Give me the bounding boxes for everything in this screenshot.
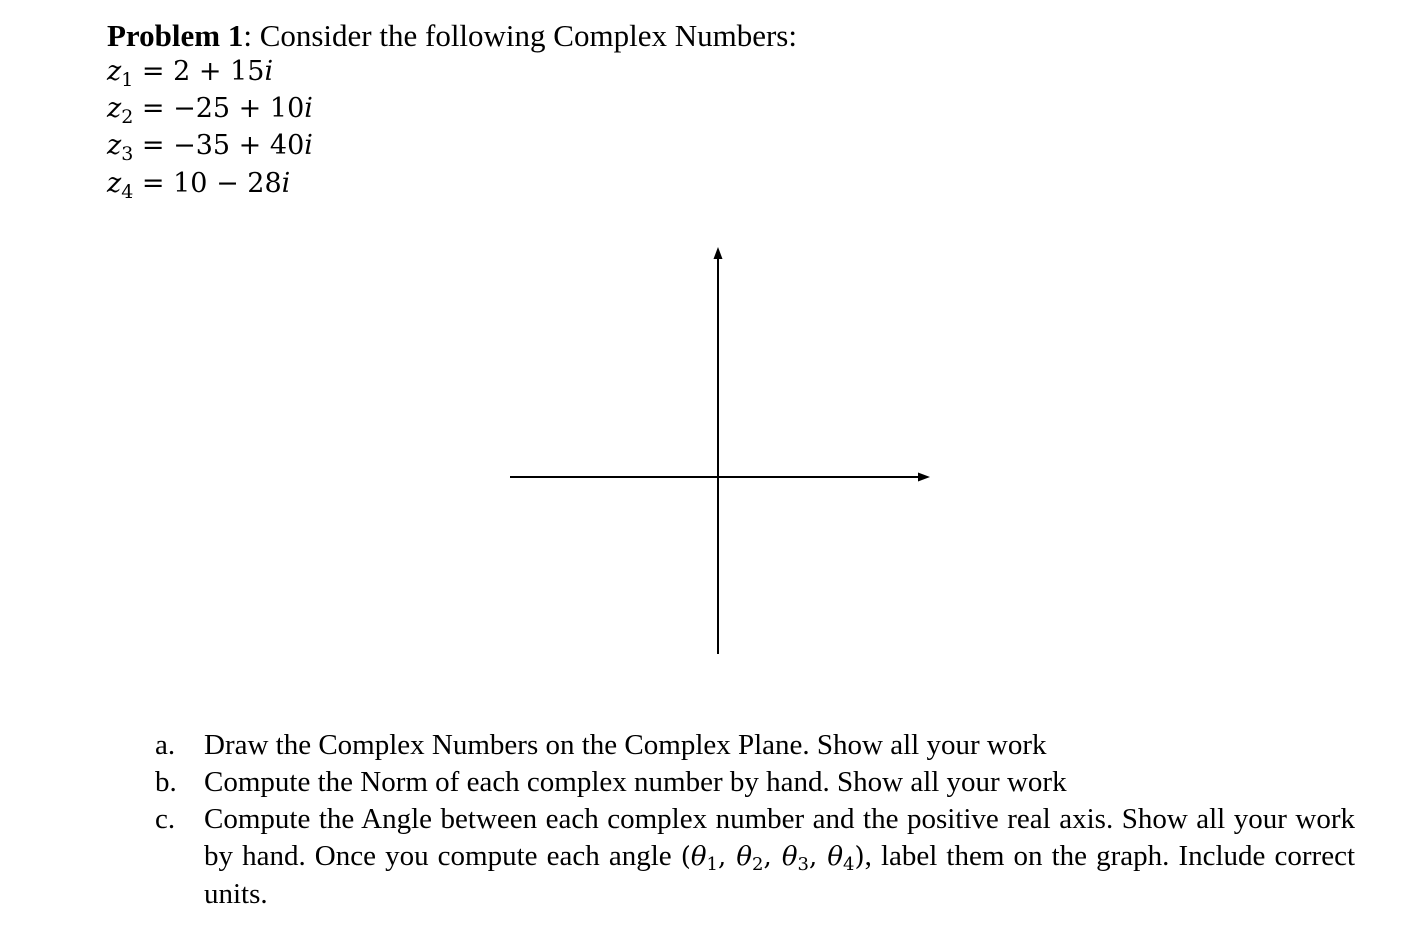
- task-text: [204, 801, 1355, 913]
- separator: ,: [808, 842, 828, 872]
- task-c: [155, 801, 1355, 913]
- theta-sub: 4: [843, 854, 855, 875]
- eq-imag-unit: i: [281, 168, 291, 199]
- theta-sub: 1: [706, 854, 718, 875]
- separator: ,: [718, 842, 737, 872]
- task-text: Draw the Complex Numbers on the Complex Plane. Show all your work: [204, 729, 1047, 761]
- problem-title-text: : Consider the following Complex Numbers:: [243, 18, 797, 53]
- theta-symbol: θ: [736, 842, 753, 872]
- eq-value-main: 2 + 15: [173, 56, 265, 87]
- angles-tuple: [680, 842, 865, 875]
- task-letter: a.: [155, 729, 176, 761]
- paren-close: ): [854, 842, 865, 872]
- task-b: [155, 764, 1355, 801]
- task-text-before: Compute the Angle between each complex number and the positive real axis. Show all your work by hand. Once you compute each angle: [204, 803, 1355, 872]
- theta-sub: 2: [752, 854, 764, 875]
- task-text: Compute the Norm of each complex number by hand. Show all your work: [204, 766, 1067, 798]
- theta-symbol: θ: [781, 842, 798, 872]
- eq-equals: =: [133, 168, 174, 199]
- task-a: [155, 727, 1355, 764]
- eq-equals: =: [133, 56, 174, 87]
- task-letter: b.: [155, 766, 177, 798]
- eq-imag-unit: i: [304, 130, 313, 161]
- task-letter: c.: [155, 803, 176, 835]
- problem-label: Problem 1: [107, 18, 244, 53]
- theta-symbol: θ: [690, 842, 707, 872]
- separator: ,: [763, 842, 782, 872]
- real-axis-arrowhead: [918, 473, 930, 482]
- theta-sub: 3: [797, 854, 809, 875]
- imaginary-axis-arrowhead: [714, 247, 723, 259]
- eq-var: z: [107, 168, 122, 199]
- eq-value-main: −25 + 10: [173, 93, 305, 124]
- eq-var: z: [107, 130, 122, 161]
- theta-symbol: θ: [827, 842, 843, 872]
- eq-var: z: [107, 93, 122, 124]
- eq-value-main: 10 − 28: [173, 168, 282, 199]
- eq-sub: 3: [121, 143, 134, 165]
- eq-equals: =: [133, 93, 174, 124]
- eq-var: z: [107, 56, 122, 87]
- eq-imag-unit: i: [304, 93, 313, 124]
- eq-imag-unit: i: [264, 56, 274, 87]
- eq-sub: 1: [121, 69, 134, 91]
- eq-equals: =: [133, 130, 174, 161]
- eq-sub: 4: [121, 181, 134, 203]
- task-list: [155, 727, 1355, 913]
- task-text-after: , label them on the graph. Include correct units.: [204, 840, 1355, 910]
- paren-open: (: [680, 842, 691, 872]
- eq-sub: 2: [121, 106, 134, 128]
- eq-value-main: −35 + 40: [173, 130, 305, 161]
